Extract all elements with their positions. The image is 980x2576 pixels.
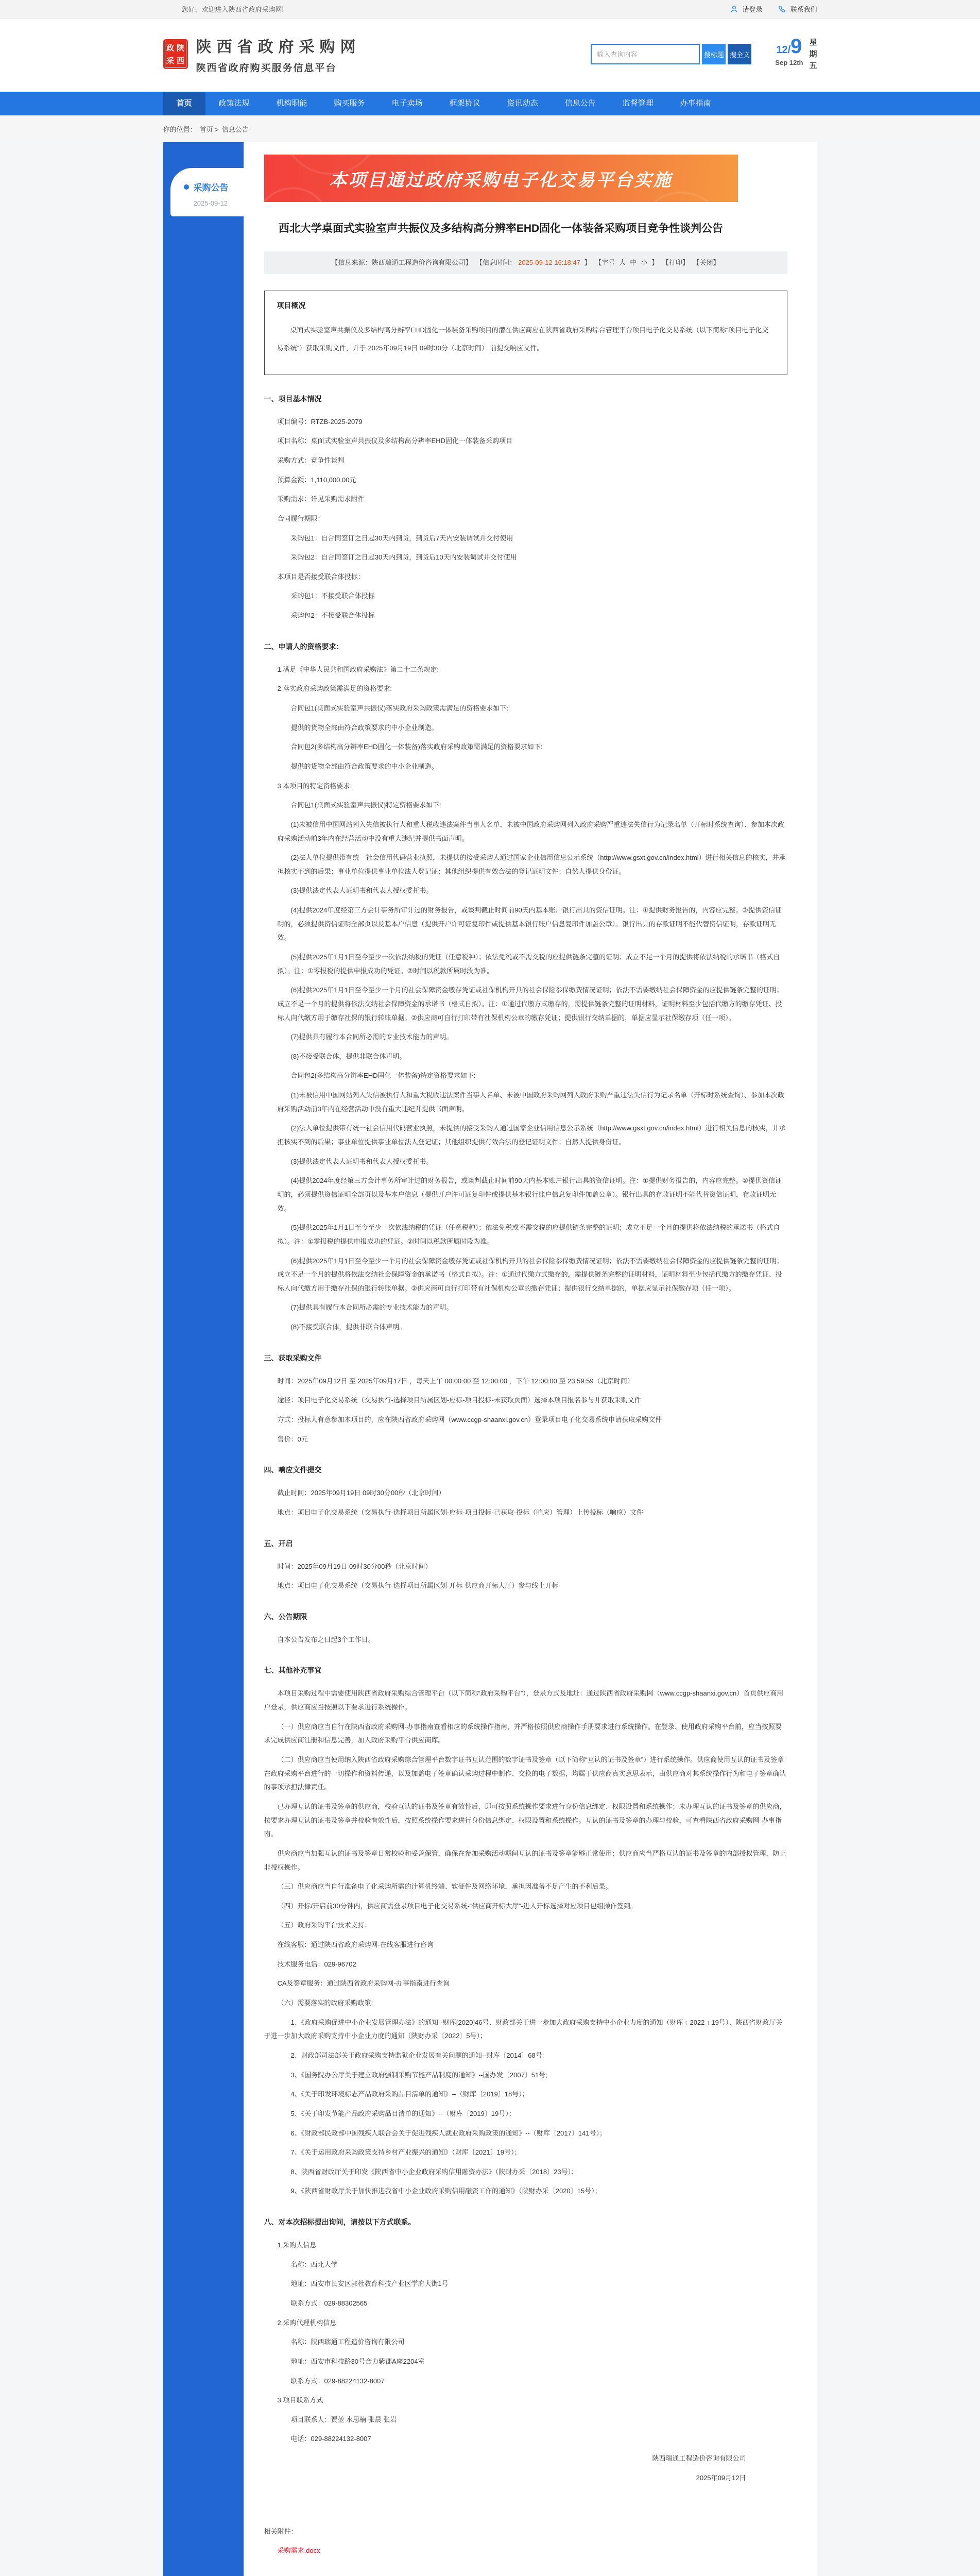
site-subtitle: 陕西省政府购买服务信息平台 bbox=[196, 63, 337, 74]
sidebar bbox=[163, 142, 244, 2576]
sidebar-category-label: 采购公告 bbox=[193, 183, 229, 193]
phone-icon bbox=[778, 5, 786, 13]
paragraph: 联系方式：029-88224132-8007 bbox=[290, 2377, 385, 2385]
paragraph: 联系方式：029-88302565 bbox=[290, 2299, 368, 2307]
nav-item[interactable]: 机构职能 bbox=[276, 99, 307, 108]
paragraph: (7)提供具有履行本合同所必需的专业技术能力的声明。 bbox=[290, 1303, 453, 1312]
paragraph: 9、《陕西省财政厅关于加快推进我省中小企业政府采购信用融资工作的通知》（陕财办采〔2020〕15号）； bbox=[290, 2187, 601, 2195]
paragraph: 陕西瑞通工程造价咨询有限公司 bbox=[652, 2454, 746, 2463]
paragraph: 时间：2025年09月12日 至 2025年09月17日 ，每天上午 00:00:00 至 12:00:00 ，下午 12:00:00 至 23:59:59（北京时间） bbox=[277, 1377, 634, 1385]
bullet-dot-icon bbox=[184, 184, 189, 190]
paragraph: 2025年09月12日 bbox=[696, 2473, 746, 2482]
paragraph: 提供的货物全部由符合政策要求的中小企业制造。 bbox=[290, 762, 438, 770]
paragraph: 地点：项目电子化交易系统（交易执行-选择项目所属区划-开标-供应商开标大厅）参与线上开标 bbox=[277, 1582, 559, 1590]
paragraph: (5)提供2025年1月1日至今至少一次依法纳税的凭证（任意税种）；依法免税或不需交税的应提供链条完整的证明；成立不足一个月的提供将依法纳税的承诺书（格式自拟）。注：①零报税的提供申报成功的凭证。②时间以税款所属时段为准。 bbox=[277, 953, 780, 975]
section-heading: 二、申请人的资格要求： bbox=[264, 642, 343, 651]
section-heading: 四、响应文件提交 bbox=[264, 1466, 322, 1475]
login-label: 请登录 bbox=[742, 6, 763, 13]
welcome-text: 您好，欢迎进入陕西省政府采购网! bbox=[181, 6, 284, 13]
logo-char: 政 bbox=[166, 44, 174, 53]
paragraph: 合同包2(多结构高分辨率EHD固化一体装备)落实政府采购政策需满足的资格要求如下: bbox=[290, 743, 543, 751]
font-size-controls bbox=[617, 259, 649, 266]
paragraph: 合同包1(桌面式实验室声共振仪)落实政府采购政策需满足的资格要求如下: bbox=[290, 704, 509, 713]
logo-char: 陕 bbox=[176, 44, 184, 53]
paragraph: 途径：项目电子化交易系统（交易执行-选择项目所属区划-应标-项目投标-未获取页面）选择本项目报名参与并获取采购文件 bbox=[277, 1396, 641, 1404]
nav-item[interactable]: 办事指南 bbox=[680, 99, 711, 108]
meta-source: 【信息来源：陕西瑞通工程造价咨询有限公司】 bbox=[331, 258, 472, 266]
paragraph: （四）开标/开启前30分钟内，供应商需登录项目电子化交易系统-“供应商开标大厅”-进入开标选择对应项目包组操作签到。 bbox=[277, 1902, 637, 1910]
paragraph: 名称：西北大学 bbox=[290, 2260, 338, 2268]
site-logo bbox=[163, 39, 188, 69]
paragraph: (2)法人单位提供带有统一社会信用代码营业执照，未提供的接受采购人通过国家企业信用信息公示系统（http://www.gsxt.gov.cn/index.html）进行相关信息的核实，并承担核实不到的后果；事业单位提供事业单位法人登记证；其他组织提供有效合法的登记证明文件；自然人提供身份证。 bbox=[277, 854, 786, 875]
site-header bbox=[0, 19, 980, 92]
paragraph: 1.采购人信息 bbox=[277, 2241, 317, 2249]
paragraph: (7)提供具有履行本合同所必需的专业技术能力的声明。 bbox=[290, 1033, 453, 1041]
paragraph: 3.本项目的特定资格要求: bbox=[277, 782, 352, 790]
paragraph: (6)提供2025年1月1日至今至少一个月的社会保障资金缴存凭证或社保机构开具的社会保险参保缴费情况证明；依法不需要缴纳社会保障资金的应提供链条完整的证明；成立不足一个月的提供将依法交纳社会保障资金的承诺书（格式自拟）。注：①通过代缴方式缴存的，需提供链条完整的证明材料，证明材料至少包括代缴方的缴存凭证、投标人向代缴方用于缴存社保的银行转账单据。②供应商可自行打印带有社保机构公章的缴存凭证；提供银行交纳单据的，单据应显示社保缴存项（任一项）。 bbox=[277, 1257, 783, 1292]
paragraph: 已办理互认的证书及签章的供应商，校验互认的证书及签章有效性后，即可按照系统操作要求进行身份信息绑定、权限设置和系统操作；未办理互认的证书及签章的供应商，按要求办理互认的证书及签章并校验有效性后，按照系统操作要求进行身份信息绑定、权限设置和系统操作。互认的证书及签章的办理与校验，可查看陕西省政府采购网-办事指南。 bbox=[264, 1802, 786, 1838]
attachments-list bbox=[264, 2536, 787, 2555]
breadcrumb-link[interactable]: 信息公告 bbox=[221, 125, 249, 133]
paragraph: (8)不接受联合体，提供非联合体声明。 bbox=[290, 1323, 406, 1331]
paragraph: 提供的货物全部由符合政策要求的中小企业制造。 bbox=[290, 723, 438, 732]
meta-time-prefix: 【信息时间： bbox=[476, 258, 517, 266]
content-area bbox=[163, 142, 817, 2576]
nav-item[interactable]: 首页 bbox=[163, 92, 205, 115]
paragraph: 地址：西安市科技路30号合力紫郡A座2204室 bbox=[290, 2357, 425, 2365]
paragraph: (6)提供2025年1月1日至今至少一个月的社会保障资金缴存凭证或社保机构开具的社会保险参保缴费情况证明；依法不需要缴纳社会保障资金的应提供链条完整的证明；成立不足一个月的提供将依法交纳社会保障资金的承诺书（格式自拟）。注：①通过代缴方式缴存的，需提供链条完整的证明材料，证明材料至少包括代缴方的缴存凭证、投标人向代缴方用于缴存社保的银行转账单据。②供应商可自行打印带有社保机构公章的缴存凭证；提供银行交纳单据的，单据应显示社保缴存项（任一项）。 bbox=[277, 986, 783, 1022]
contact-link[interactable] bbox=[778, 4, 817, 14]
paragraph: (3)提供法定代表人证明书和代表人授权委托书。 bbox=[290, 887, 433, 895]
paragraph: （六）需要落实的政府采购政策: bbox=[277, 1999, 373, 2007]
nav-item[interactable]: 电子卖场 bbox=[391, 99, 423, 108]
paragraph: 地点：项目电子化交易系统（交易执行-选择项目所属区划-应标-项目投标-已获取-投标（响应）管理）上传投标（响应）文件 bbox=[277, 1508, 644, 1516]
article-sections bbox=[264, 394, 787, 2485]
paragraph: CA及签章服务：通过陕西省政府采购网-办事指南进行查询 bbox=[277, 1979, 450, 1988]
paragraph: 供应商应当加强互认的证书及签章日常校验和妥善保管，确保在参加采购活动期间互认的证书及签章能够正常使用；供应商应当严格互认的证书及签章的内部授权管理，防止非授权操作。 bbox=[264, 1849, 786, 1871]
platform-banner: 本项目通过政府采购电子化交易平台实施 bbox=[264, 155, 738, 202]
breadcrumb-link[interactable]: 首页 bbox=[199, 125, 213, 133]
font-size-close: 】 bbox=[651, 258, 659, 266]
logo-char: 采 bbox=[166, 57, 174, 65]
overview-heading: 项目概况 bbox=[277, 301, 306, 310]
paragraph: 2.落实政府采购政策需满足的资格要求: bbox=[277, 685, 392, 693]
weekday-char: 期 bbox=[809, 49, 817, 59]
paragraph: 合同包2(多结构高分辨率EHD固化一体装备)特定资格要求如下: bbox=[290, 1072, 476, 1080]
logo-char: 西 bbox=[176, 57, 184, 65]
main-nav-bar bbox=[0, 92, 980, 115]
search-input[interactable] bbox=[591, 44, 700, 64]
paragraph: 名称：陕西瑞通工程造价咨询有限公司 bbox=[290, 2338, 405, 2346]
search-bar bbox=[591, 44, 751, 64]
section-heading: 五、开启 bbox=[264, 1539, 293, 1548]
date-day: 9 bbox=[790, 35, 802, 58]
paragraph: 2.采购代理机构信息 bbox=[277, 2318, 337, 2327]
paragraph: 合同履行期限： bbox=[277, 514, 324, 522]
paragraph: （三）供应商应当自行准备电子化采购所需的计算机终端、软硬件及网络环境，承担因准备不足产生的不利后果。 bbox=[277, 1883, 612, 1891]
page-title: 西北大学桌面式实验室声共振仪及多结构高分辨率EHD固化一体装备采购项目竞争性谈判公告 bbox=[278, 223, 724, 234]
date-english: Sep 12th bbox=[775, 59, 803, 67]
overview-text: 桌面式实验室声共振仪及多结构高分辨率EHD固化一体装备采购项目的潜在供应商应在陕西省政府采购综合管理平台项目电子化交易系统（以下简称“项目电子化交易系统”）获取采购文件，并于 2025年09月19日 09时30分（北京时间） 前提交响应文件。 bbox=[277, 326, 769, 352]
paragraph: 采购包1：自合同签订之日起30天内到货，到货后7天内安装调试并交付使用 bbox=[290, 534, 513, 542]
article bbox=[244, 142, 817, 2576]
paragraph: 技术服务电话：029-96702 bbox=[277, 1960, 356, 1968]
paragraph: 2、财政部司法部关于政府采购支持监狱企业发展有关问题的通知--财库〔2014〕68号; bbox=[290, 2051, 544, 2059]
paragraph: 售价：0元 bbox=[277, 1435, 308, 1443]
paragraph: 6、《财政部民政部中国残疾人联合会关于促进残疾人就业政府采购政策的通知》--（财库〔2017〕141号）； bbox=[290, 2129, 606, 2137]
paragraph: 3.项目联系方式 bbox=[277, 2396, 323, 2404]
paragraph: 8、陕西省财政厅关于印发《陕西省中小企业政府采购信用融资办法》（陕财办采〔2018〕23号）； bbox=[290, 2167, 578, 2176]
paragraph: (1)未被信用中国网站列入失信被执行人和重大税收违法案件当事人名单、未被中国政府采购网列入政府采购严重违法失信行为记录名单（开标时系统查询）、参加本次政府采购活动前3年内在经营活动中没有重大违纪并提供书面声明。 bbox=[277, 1091, 784, 1113]
paragraph: 截止时间：2025年09月19日 09时30分00秒（北京时间） bbox=[277, 1489, 445, 1497]
paragraph: 项目名称：桌面式实验室声共振仪及多结构高分辨率EHD固化一体装备采购项目 bbox=[277, 437, 512, 445]
paragraph: 自本公告发布之日起3个工作日。 bbox=[277, 1635, 375, 1643]
paragraph: 采购包2：不接受联合体投标 bbox=[290, 612, 375, 620]
nav-item[interactable]: 框架协议 bbox=[449, 99, 480, 108]
section-heading: 一、项目基本情况 bbox=[264, 394, 322, 403]
attachments-block bbox=[264, 2526, 787, 2555]
paragraph: 地址：西安市长安区郭杜教育科技产业区学府大街1号 bbox=[290, 2280, 449, 2288]
breadcrumb-bar bbox=[0, 115, 980, 142]
paragraph: 采购方式：竞争性谈判 bbox=[277, 456, 345, 464]
paragraph: 采购包1：不接受联合体投标 bbox=[290, 592, 375, 600]
section-heading: 七、其他补充事宜 bbox=[264, 1666, 322, 1675]
user-icon bbox=[730, 5, 738, 13]
paragraph: (4)提供2024年度经第三方会计事务所审计过的财务报告，或谈判截止时间前90天内基本账户银行出具的资信证明。注：①提供财务报告的，内容应完整。②提供资信证明的，必须提供资信证明全部页以及基本户信息（提供开户许可证复印件或提供基本银行账户信息复印件加盖公章）。银行出具的存款证明不能代替资信证明，存款证明无效。 bbox=[277, 906, 782, 942]
paragraph: 方式：投标人有意参加本项目的，应在陕西省政府采购网（www.ccgp-shaanxi.gov.cn）登录项目电子化交易系统申请获取采购文件 bbox=[277, 1416, 662, 1423]
meta-time: 2025-09-12 16:18:47 bbox=[518, 258, 580, 266]
article-meta-bar bbox=[264, 251, 787, 274]
meta-time-suffix: 】 bbox=[582, 258, 591, 266]
weekday-char: 五 bbox=[809, 61, 817, 71]
project-overview-box bbox=[264, 291, 787, 375]
paragraph: 本项目是否接受联合体投标： bbox=[277, 572, 365, 581]
font-size-option[interactable]: 中 bbox=[630, 258, 637, 266]
topbar bbox=[0, 0, 980, 19]
nav-item[interactable]: 购买服务 bbox=[334, 99, 365, 108]
paragraph: 项目联系人：贾堃 水思楠 张晨 张岩 bbox=[290, 2415, 397, 2424]
login-link[interactable] bbox=[730, 4, 762, 14]
paragraph: 采购包2：自合同签订之日起30天内到货，到货后10天内安装调试并交付使用 bbox=[290, 553, 517, 562]
sidebar-date: 2025-09-12 bbox=[193, 199, 228, 207]
paragraph: 1.满足《中华人民共和国政府采购法》第二十二条规定; bbox=[277, 665, 439, 673]
section-heading: 三、获取采购文件 bbox=[264, 1353, 322, 1362]
paragraph: 本项目采购过程中需要使用陕西省政府采购综合管理平台（以下简称“政府采购平台”），登录方式及地址：通过陕西省政府采购网（www.ccgp-shaanxi.gov.cn）首页供应商用户登录，供应商应当按照以下要求进行系统操作。 bbox=[264, 1689, 784, 1711]
paragraph: 合同包1(桌面式实验室声共振仪)特定资格要求如下: bbox=[290, 801, 442, 809]
breadcrumb: 首页 > 信息公告 bbox=[199, 125, 249, 133]
contact-label: 联系我们 bbox=[790, 6, 817, 13]
paragraph: (2)法人单位提供带有统一社会信用代码营业执照，未提供的接受采购人通过国家企业信用信息公示系统（http://www.gsxt.gov.cn/index.html）进行相关信息的核实，并承担核实不到的后果；事业单位提供事业单位法人登记证；其他组织提供有效合法的登记证明文件；自然人提供身份证。 bbox=[277, 1124, 786, 1146]
paragraph: （二）供应商应当使用纳入陕西省政府采购综合管理平台数字证书互认范围的数字证书及签章（以下简称“互认的证书及签章”）进行系统操作。供应商使用互认的证书及签章在政府采购平台进行的一切操作和资料传递，以及加盖电子签章确认采购过程中制作、交换的电子数据，均属于供应商真实意思表示，由供应商对其系统操作行为和电子签章确认的事项承担法律责任。 bbox=[264, 1756, 786, 1791]
weekday-char: 星 bbox=[809, 38, 817, 47]
nav-item[interactable]: 监督管理 bbox=[622, 99, 654, 108]
nav-item[interactable]: 资讯动态 bbox=[507, 99, 538, 108]
section-heading: 六、公告期限 bbox=[264, 1612, 307, 1621]
print-button[interactable]: 【打印】 bbox=[662, 258, 689, 266]
paragraph: (5)提供2025年1月1日至今至少一次依法纳税的凭证（任意税种）；依法免税或不需交税的应提供链条完整的证明；成立不足一个月的提供将依法纳税的承诺书（格式自拟）。注：①零报税的提供申报成功的凭证。②时间以税款所属时段为准。 bbox=[277, 1224, 780, 1245]
paragraph: (3)提供法定代表人证明书和代表人授权委托书。 bbox=[290, 1157, 433, 1165]
paragraph: 电话：029-88224132-8007 bbox=[290, 2435, 371, 2443]
paragraph: (8)不接受联合体，提供非联合体声明。 bbox=[290, 1052, 406, 1060]
paragraph: 5、《关于印发节能产品政府采购品目清单的通知》--（财库〔2019〕19号）； bbox=[290, 2109, 515, 2117]
close-button[interactable]: 【关闭】 bbox=[693, 258, 720, 266]
sidebar-category-card[interactable] bbox=[170, 168, 244, 216]
paragraph: 在线客服：通过陕西省政府采购网-在线客服进行咨询 bbox=[277, 1941, 434, 1949]
paragraph: （一）供应商应当自行在陕西省政府采购网-办事指南查看相应的系统操作指南，并严格按照供应商操作手册要求进行系统操作。在登录、使用政府采购平台前，应当按照要求完成供应商注册和信息完善，加入政府采购平台供应商库。 bbox=[264, 1722, 782, 1744]
nav-item[interactable]: 政策法规 bbox=[218, 99, 250, 108]
attachments-label: 相关附件： bbox=[264, 2528, 298, 2536]
paragraph: 4、《关于印发环境标志产品政府采购品目清单的通知》--（财库〔2019〕18号）； bbox=[290, 2090, 529, 2098]
paragraph: 时间：2025年09月19日 09时30分00秒（北京时间） bbox=[277, 1562, 432, 1570]
font-size-option[interactable]: 小 bbox=[641, 258, 648, 266]
font-size-label: 【字号 bbox=[595, 258, 615, 266]
paragraph: 采购需求：详见采购需求附件 bbox=[277, 495, 365, 503]
breadcrumb-prefix: 你的位置： bbox=[163, 125, 197, 133]
paragraph: (4)提供2024年度经第三方会计事务所审计过的财务报告，或谈判截止时间前90天内基本账户银行出具的资信证明。注：①提供财务报告的，内容应完整。②提供资信证明的，必须提供资信证明全部页以及基本户信息（提供开户许可证复印件或提供基本银行账户信息复印件加盖公章）。银行出具的存款证明不能代替资信证明，存款证明无效。 bbox=[277, 1177, 782, 1212]
search-title-button[interactable]: 搜标题 bbox=[702, 44, 726, 64]
section-heading: 八、对本次招标提出询问，请按以下方式联系。 bbox=[264, 2218, 416, 2227]
paragraph: 7、《关于运用政府采购政策支持乡村产业振兴的通知》（财库〔2021〕19号）； bbox=[290, 2148, 521, 2157]
paragraph: （五）政府采购平台技术支持： bbox=[277, 1921, 371, 1929]
attachment-link[interactable]: 采购需求.docx bbox=[277, 2547, 320, 2555]
search-fulltext-button[interactable]: 搜全文 bbox=[728, 44, 751, 64]
site-title: 陕西省政府采购网 bbox=[196, 39, 361, 56]
paragraph: (1)未被信用中国网站列入失信被执行人和重大税收违法案件当事人名单、未被中国政府采购网列入政府采购严重违法失信行为记录名单（开标时系统查询）、参加本次政府采购活动前3年内在经营活动中没有重大违纪并提供书面声明。 bbox=[277, 820, 784, 842]
paragraph: 项目编号：RTZB-2025-2079 bbox=[277, 417, 363, 426]
paragraph: 3、《国务院办公厅关于建立政府强制采购节能产品制度的通知》--国办发〔2007〕51号; bbox=[290, 2071, 547, 2079]
font-size-option[interactable]: 大 bbox=[619, 258, 626, 266]
paragraph: 预算金额：1,110,000.00元 bbox=[277, 476, 356, 484]
date-weekday bbox=[809, 37, 817, 72]
date-widget bbox=[775, 36, 817, 72]
paragraph: 1、《政府采购促进中小企业发展管理办法》的通知--财库[2020]46号、财政部关于进一步加大政府采购支持中小企业力度的通知（财库﹝2022﹞19号）、陕西省财政厅关于进一步加大政府采购支持中小企业力度的通知（陕财办采〔2022〕5号）； bbox=[264, 2018, 783, 2040]
main-nav bbox=[163, 92, 817, 115]
date-month: 12/ bbox=[776, 44, 791, 56]
nav-item[interactable]: 信息公告 bbox=[564, 99, 596, 108]
